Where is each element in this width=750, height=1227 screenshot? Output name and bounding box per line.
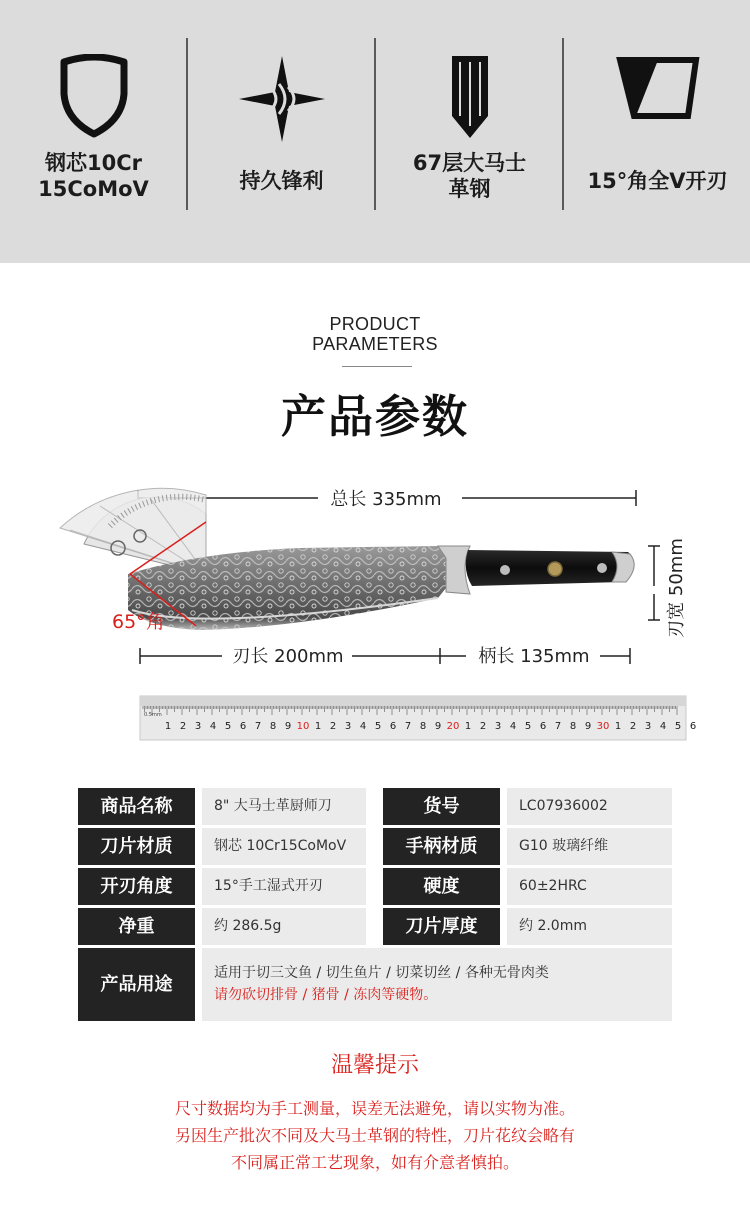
spec-label: 净重: [78, 908, 195, 945]
feature-label-line: 持久锋利: [239, 169, 324, 193]
table-row-usage: [78, 948, 672, 1021]
ruler-number: 3: [494, 721, 502, 732]
feature-label-line: 钢芯10Cr: [45, 151, 142, 175]
ruler-number: 7: [254, 721, 262, 732]
spec-label: 刀片材质: [78, 828, 195, 865]
feature-sharpness: [188, 40, 375, 215]
ruler-number: 8: [419, 721, 427, 732]
spec-label: 开刃角度: [78, 868, 195, 905]
ruler-number: 6: [689, 721, 697, 732]
spec-value: 8" 大马士革厨师刀: [202, 788, 366, 825]
ruler-number: 1: [464, 721, 472, 732]
spec-label: 硬度: [383, 868, 500, 905]
feature-label-line: 15°角全V开刃: [587, 169, 728, 193]
knife-diagram: [0, 470, 750, 750]
usage-value: [202, 948, 672, 1021]
feature-label-line: 67层大马士: [412, 151, 527, 175]
ruler-number: 2: [479, 721, 487, 732]
total-length-dimension: [138, 489, 636, 510]
heading-en-line1: PRODUCT: [329, 314, 421, 334]
ruler-number: 30: [596, 721, 610, 732]
feature-label-line: 革钢: [448, 177, 491, 201]
tips-line: 另因生产批次不同及大马士革钢的特性，刀片花纹会略有: [174, 1126, 575, 1145]
table-row: [78, 868, 672, 905]
ruler-number: 5: [524, 721, 532, 732]
feature-steel-core: [0, 40, 187, 215]
usage-warning: 请勿砍切排骨 / 猪骨 / 冻肉等硬物。: [214, 987, 438, 1003]
feature-band: [0, 0, 750, 263]
ruler-number: 1: [314, 721, 322, 732]
heading-en-line2: PARAMETERS: [312, 334, 438, 354]
shield-icon: [56, 54, 132, 142]
ruler-number: 3: [194, 721, 202, 732]
usage-label: 产品用途: [78, 948, 195, 1021]
ruler-number: 9: [584, 721, 592, 732]
ruler-number: 4: [209, 721, 217, 732]
spec-label: 商品名称: [78, 788, 195, 825]
ruler-number: 2: [329, 721, 337, 732]
ruler-number: 6: [539, 721, 547, 732]
ruler-number: 3: [344, 721, 352, 732]
ruler: [140, 696, 696, 740]
ruler-number: 20: [446, 721, 460, 732]
ruler-number: 4: [509, 721, 517, 732]
handle-rivet-emblem: [548, 562, 562, 576]
spec-label: 货号: [383, 788, 500, 825]
ruler-number: 1: [614, 721, 622, 732]
ruler-number: 6: [239, 721, 247, 732]
spec-value: G10 玻璃纤维: [507, 828, 672, 865]
usage-line: 适用于切三文鱼 / 切生鱼片 / 切菜切丝 / 各种无骨肉类: [214, 965, 549, 981]
blade-width-dimension: [648, 538, 687, 638]
ruler-number: 9: [284, 721, 292, 732]
sparkle-blade-icon: [237, 54, 327, 148]
handle-length-dimension: [440, 646, 630, 667]
feature-label-line: 15CoMoV: [38, 177, 149, 201]
spec-value: 15°手工湿式开刃: [202, 868, 366, 905]
ruler-number: 10: [296, 721, 310, 732]
handle-rivet: [597, 563, 607, 573]
handle-length-label: 柄长 135mm: [478, 646, 590, 667]
ruler-number: 7: [404, 721, 412, 732]
ruler-number: 4: [359, 721, 367, 732]
spec-value: LC07936002: [507, 788, 672, 825]
feature-damascus: [376, 40, 563, 215]
tips-line: 不同属正常工艺现象，如有介意者慎拍。: [230, 1153, 519, 1172]
tips-line: 尺寸数据均为手工测量，误差无法避免，请以实物为准。: [174, 1099, 575, 1118]
spec-value: 60±2HRC: [507, 868, 672, 905]
ruler-number: 2: [629, 721, 637, 732]
ruler-number: 5: [224, 721, 232, 732]
handle-rivet: [500, 565, 510, 575]
spec-label: 刀片厚度: [383, 908, 500, 945]
ruler-unit: 0.5mm: [144, 712, 162, 718]
spec-value: 钢芯 10Cr15CoMoV: [202, 828, 366, 865]
ruler-number: 9: [434, 721, 442, 732]
heading-divider: [342, 366, 412, 367]
angle-label: 65°角: [112, 611, 165, 633]
ruler-number: 3: [644, 721, 652, 732]
spec-value: 约 286.5g: [202, 908, 366, 945]
ruler-number: 5: [374, 721, 382, 732]
ruler-number: 5: [674, 721, 682, 732]
spec-value: 约 2.0mm: [507, 908, 672, 945]
v-edge-icon: [616, 54, 700, 128]
ruler-number: 7: [554, 721, 562, 732]
ruler-number: 8: [569, 721, 577, 732]
ruler-number: 1: [164, 721, 172, 732]
feature-v-edge: [564, 40, 750, 215]
page-title: 产品参数: [280, 390, 469, 443]
total-length-label: 总长 335mm: [330, 489, 442, 510]
layered-blade-icon: [448, 54, 492, 144]
blade-length-dimension: [140, 646, 440, 667]
ruler-number: 8: [269, 721, 277, 732]
ruler-number: 2: [179, 721, 187, 732]
ruler-number: 4: [659, 721, 667, 732]
table-row: [78, 908, 672, 945]
blade-width-label: 刃宽 50mm: [666, 538, 687, 638]
table-row: [78, 828, 672, 865]
spec-label: 手柄材质: [383, 828, 500, 865]
tips-title: 温馨提示: [330, 1053, 419, 1078]
ruler-number: 6: [389, 721, 397, 732]
blade-length-label: 刃长 200mm: [232, 646, 344, 667]
table-row: [78, 788, 672, 825]
